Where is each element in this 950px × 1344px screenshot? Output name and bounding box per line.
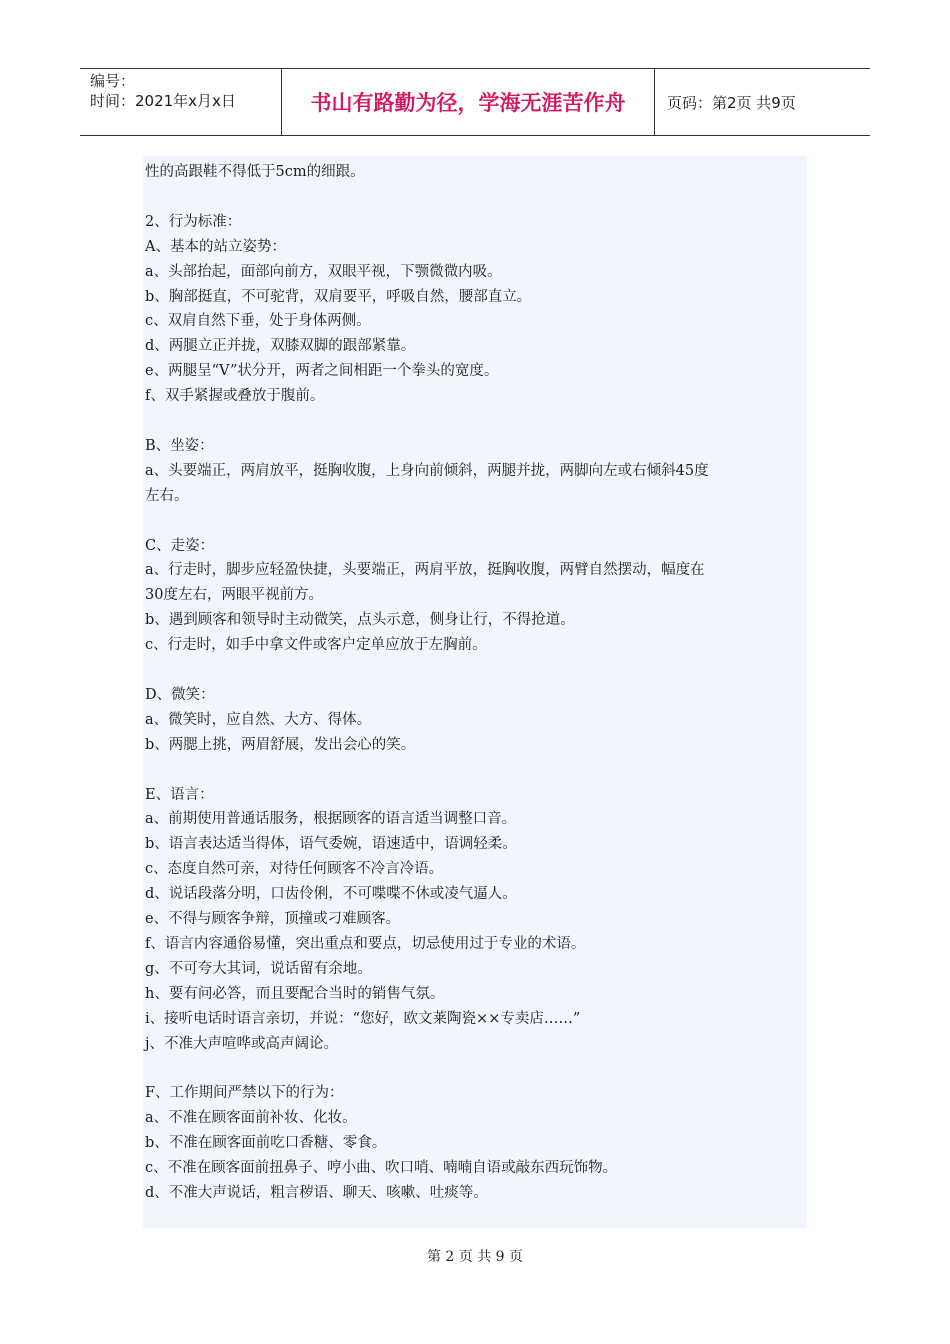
document-body [143, 156, 807, 1228]
text-line: a、头要端正，两肩放平，挺胸收腹，上身向前倾斜，两腿并拢，两脚向左或右倾斜45度 [145, 462, 709, 479]
blank-line [145, 409, 807, 434]
header-motto: 书山有路勤为径，学海无涯苦作舟 [282, 69, 655, 135]
text-line: c、态度自然可亲，对待任何顾客不冷言冷语。 [145, 861, 444, 878]
text-line: 2、行为标准： [145, 213, 242, 230]
text-line: c、不准在顾客面前扭鼻子、哼小曲、吹口哨、喃喃自语或敲东西玩饰物。 [145, 1160, 618, 1177]
text-line: d、说话段落分明，口齿伶俐，不可喋喋不休或凌气逼人。 [145, 886, 517, 903]
text-line: e、两腿呈“V”状分开，两者之间相距一个拳头的宽度。 [145, 363, 499, 380]
text-line: B、坐姿： [145, 437, 214, 454]
blank-line [145, 758, 807, 783]
text-line: a、行走时，脚步应轻盈快捷，头要端正，两肩平放，挺胸收腹，两臂自然摆动，幅度在 [145, 562, 705, 579]
text-line: b、两腮上挑，两眉舒展，发出会心的笑。 [145, 736, 416, 753]
text-line: E、语言： [145, 786, 214, 803]
text-line: b、不准在顾客面前吃口香糖、零食。 [145, 1135, 387, 1152]
text-line: b、遇到顾客和领导时主动微笑，点头示意，侧身让行，不得抢道。 [145, 612, 575, 629]
text-line: i、接听电话时语言亲切，并说：“您好，欧文莱陶瓷××专卖店……” [145, 1010, 581, 1027]
header-page-number: 页码：第2页 共9页 [667, 93, 796, 112]
text-line: b、胸部挺直，不可驼背，双肩要平，呼吸自然，腰部直立。 [145, 288, 532, 305]
text-line: f、语言内容通俗易懂，突出重点和要点，切忌使用过于专业的术语。 [145, 936, 586, 953]
text-line: a、前期使用普通话服务，根据顾客的语言适当调整口音。 [145, 811, 517, 828]
page-footer: 第 2 页 共 9 页 [426, 1249, 524, 1265]
text-line: a、不准在顾客面前补妆、化妆。 [145, 1110, 357, 1127]
text-line: g、不可夸大其词，说话留有余地。 [145, 960, 372, 977]
text-line: a、头部抬起，面部向前方，双眼平视，下颚微微内吸。 [145, 263, 502, 280]
text-line: b、语言表达适当得体，语气委婉，语速适中，语调轻柔。 [145, 836, 517, 853]
text-line: a、微笑时，应自然、大方、得体。 [145, 711, 372, 728]
text-line: f、双手紧握或叠放于腹前。 [145, 388, 325, 405]
text-line: e、不得与顾客争辩，顶撞或刁难顾客。 [145, 911, 401, 928]
text-line: j、不准大声喧哗或高声阔论。 [145, 1035, 338, 1052]
blank-line [145, 509, 807, 534]
text-line: d、不准大声说话，粗言秽语、聊天、咳嗽、吐痰等。 [145, 1185, 488, 1202]
text-line: A、基本的站立姿势： [145, 238, 286, 255]
text-line: C、走姿： [145, 537, 215, 554]
text-line: 30度左右，两眼平视前方。 [145, 587, 323, 604]
page-header [80, 68, 870, 136]
text-line: d、两腿立正并拢，双膝双脚的跟部紧靠。 [145, 338, 416, 355]
document-number: 编号： [90, 72, 136, 90]
text-line: 性的高跟鞋不得低于5cm的细跟。 [145, 164, 365, 180]
text-line: D、微笑： [145, 686, 215, 703]
blank-line [145, 658, 807, 683]
document-date: 时间：2021年x月x日 [90, 92, 236, 110]
blank-line [145, 1057, 807, 1082]
text-line: h、要有问必答，而且要配合当时的销售气氛。 [145, 985, 445, 1002]
text-line: c、双肩自然下垂，处于身体两侧。 [145, 313, 371, 330]
text-line: F、工作期间严禁以下的行为： [145, 1085, 344, 1102]
text-line: 左右。 [145, 487, 189, 504]
text-line: c、行走时，如手中拿文件或客户定单应放于左胸前。 [145, 637, 487, 654]
blank-line [145, 185, 807, 210]
header-meta [80, 69, 282, 135]
